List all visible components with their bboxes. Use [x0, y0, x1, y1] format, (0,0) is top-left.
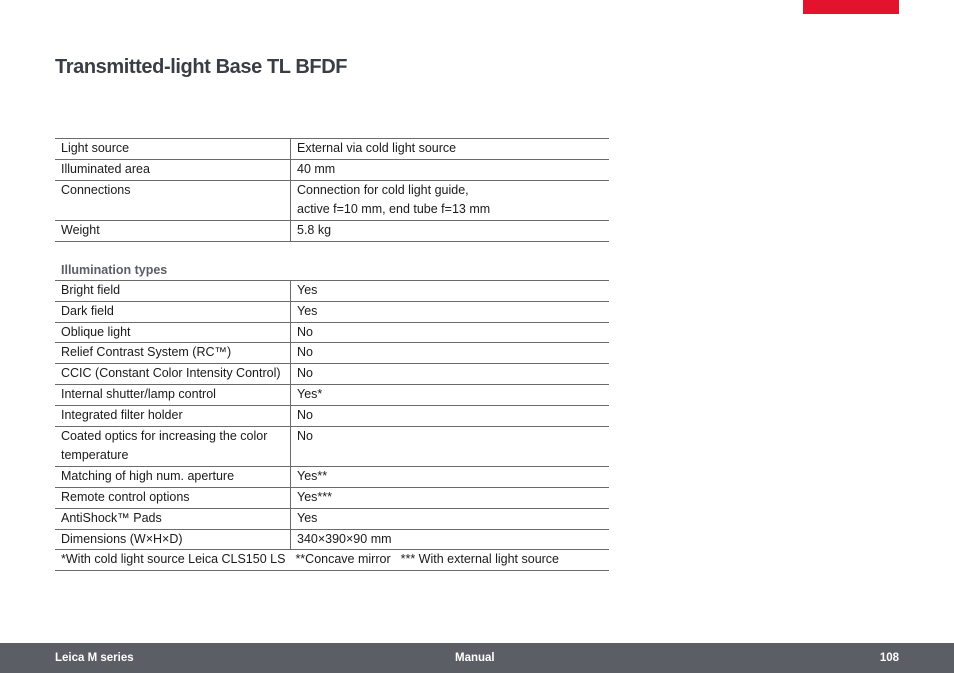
footer-page-number: 108	[879, 652, 899, 664]
section-gap	[55, 242, 609, 261]
spec-value: Yes***	[297, 489, 332, 504]
spec-label: Matching of high num. aperture	[55, 467, 291, 487]
spec-label: Integrated filter holder	[55, 406, 291, 426]
spec-value-line: 40 mm	[297, 161, 336, 176]
spec-label: Bright field	[55, 281, 291, 301]
spec-row	[55, 427, 609, 468]
footnotes-row	[55, 550, 609, 571]
spec-value: No	[297, 428, 313, 443]
general-specs	[55, 138, 609, 242]
spec-label: Weight	[55, 221, 291, 241]
spec-value: Yes	[297, 510, 318, 525]
spec-label: Dimensions (W×H×D)	[55, 530, 291, 550]
footer-doc-type: Manual	[455, 652, 495, 664]
page-title: Transmitted-light Base TL BFDF	[55, 56, 348, 78]
spec-value: 340×390×90 mm	[297, 531, 392, 546]
spec-value-line: active f=10 mm, end tube f=13 mm	[297, 202, 491, 217]
spec-value: No	[297, 366, 313, 381]
spec-label: Relief Contrast System (RC™)	[55, 343, 291, 363]
spec-row	[55, 281, 609, 302]
spec-label: Illuminated area	[55, 160, 291, 180]
spec-row	[55, 488, 609, 509]
spec-row	[55, 323, 609, 344]
spec-label: Oblique light	[55, 323, 291, 343]
spec-value-line: 5.8 kg	[297, 223, 332, 238]
spec-label: Remote control options	[55, 488, 291, 508]
spec-row	[55, 530, 609, 551]
spec-row	[55, 181, 609, 222]
spec-row	[55, 138, 609, 160]
spec-label: AntiShock™ Pads	[55, 509, 291, 529]
spec-value: Yes*	[297, 386, 323, 401]
footnote: **Concave mirror	[295, 552, 391, 567]
spec-value: Yes**	[297, 469, 328, 484]
spec-row	[55, 343, 609, 364]
spec-row	[55, 467, 609, 488]
spec-label: CCIC (Constant Color Intensity Control)	[55, 364, 291, 384]
spec-label: Light source	[55, 139, 291, 159]
spec-table	[55, 138, 609, 571]
footnote: *With cold light source Leica CLS150 LS	[61, 552, 286, 567]
spec-row	[55, 406, 609, 427]
accent-tab	[803, 0, 899, 14]
spec-row	[55, 385, 609, 406]
spec-row	[55, 302, 609, 323]
spec-row	[55, 509, 609, 530]
illumination-specs	[55, 281, 609, 550]
spec-value: No	[297, 345, 313, 360]
spec-label: Connections	[55, 181, 291, 221]
spec-value	[291, 139, 609, 159]
spec-label: Dark field	[55, 302, 291, 322]
footnote: *** With external light source	[400, 552, 560, 567]
illumination-heading: Illumination types	[55, 261, 609, 281]
spec-value: Yes	[297, 303, 318, 318]
spec-value	[291, 221, 609, 241]
spec-value-line: External via cold light source	[297, 141, 457, 155]
footer-product: Leica M series	[55, 652, 134, 664]
spec-value: No	[297, 407, 313, 422]
spec-row	[55, 364, 609, 385]
spec-label: Internal shutter/lamp control	[55, 385, 291, 405]
page-footer	[0, 643, 954, 673]
spec-value	[291, 181, 609, 221]
spec-value-line: Connection for cold light guide,	[297, 182, 469, 197]
spec-label: Coated optics for increasing the color temperature	[55, 427, 291, 467]
spec-row	[55, 160, 609, 181]
spec-row	[55, 221, 609, 242]
spec-value	[291, 160, 609, 180]
spec-value: Yes	[297, 282, 318, 297]
spec-value: No	[297, 324, 313, 339]
